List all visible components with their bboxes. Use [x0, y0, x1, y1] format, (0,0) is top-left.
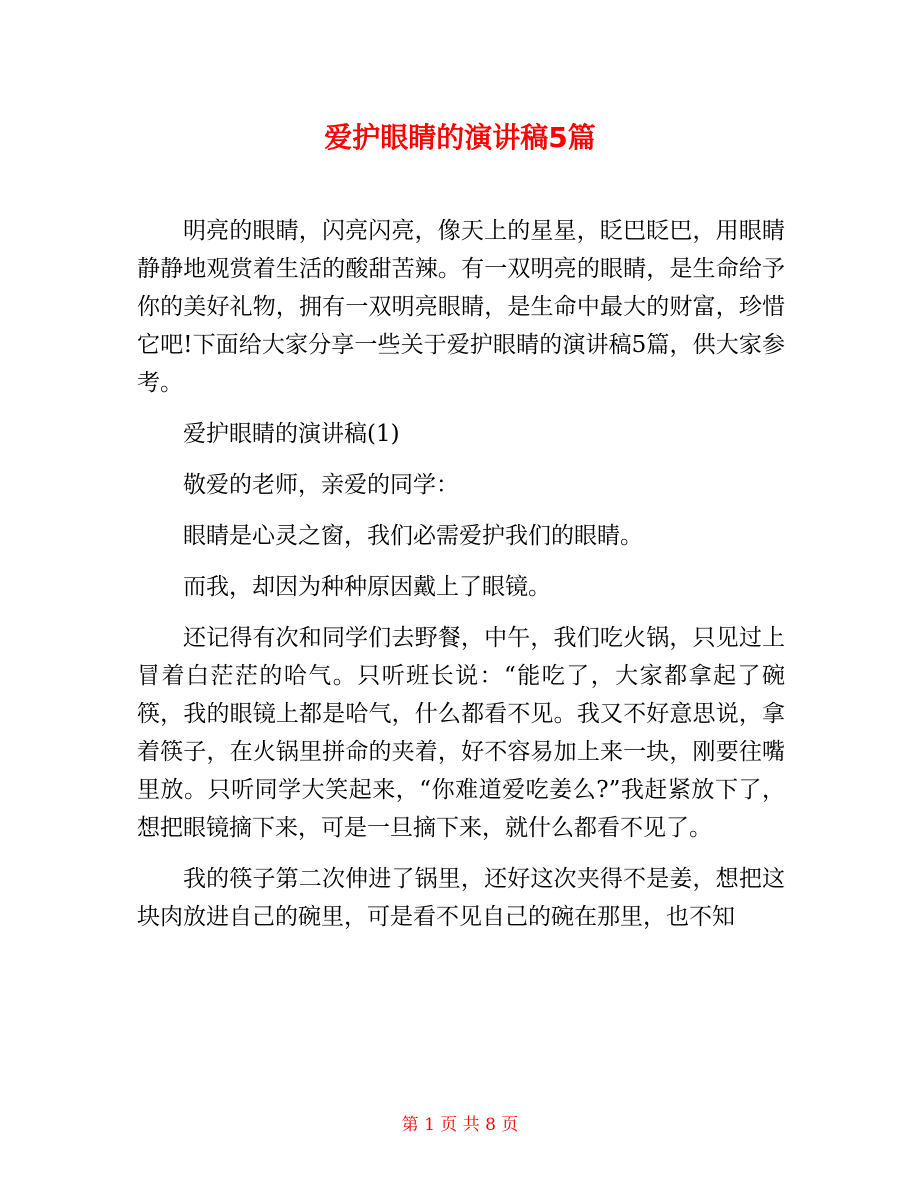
body-paragraph: 眼睛是心灵之窗，我们必需爱护我们的眼睛。: [183, 523, 643, 549]
body-paragraph: 而我，却因为种种原因戴上了眼镜。: [183, 574, 551, 600]
document-body: [137, 212, 785, 936]
document-title: 爱护眼睛的演讲稿5篇: [324, 121, 596, 154]
body-paragraph: 我的筷子第二次伸进了锅里，还好这次夹得不是姜，想把这块肉放进自己的碗里，可是看不见自己的碗在那里，也不知: [137, 866, 785, 930]
salutation: 敬爱的老师，亲爱的同学：: [183, 472, 459, 498]
section-heading: 爱护眼睛的演讲稿(1): [183, 421, 400, 447]
intro-paragraph: 明亮的眼睛，闪亮闪亮，像天上的星星，眨巴眨巴，用眼睛静静地观赏着生活的酸甜苦辣。有一双明亮的眼睛，是生命给予你的美好礼物，拥有一双明亮眼睛，是生命中最大的财富，珍惜它吧!下面给大家分享一些关于爱护眼睛的演讲稿5篇，供大家参考。: [137, 218, 785, 396]
page-footer: 第 1 页 共 8 页: [401, 1115, 519, 1135]
body-paragraph: 还记得有次和同学们去野餐，中午，我们吃火锅，只见过上冒着白茫茫的哈气。只听班长说：“能吃了，大家都拿起了碗筷，我的眼镜上都是哈气，什么都看不见。我又不好意思说，拿着筷子，在火锅里拼命的夹着，好不容易加上来一块，刚要往嘴里放。只听同学大笑起来，“你难道爱吃姜么?”我赶紧放下了，想把眼镜摘下来，可是一旦摘下来，就什么都看不见了。: [137, 625, 785, 841]
